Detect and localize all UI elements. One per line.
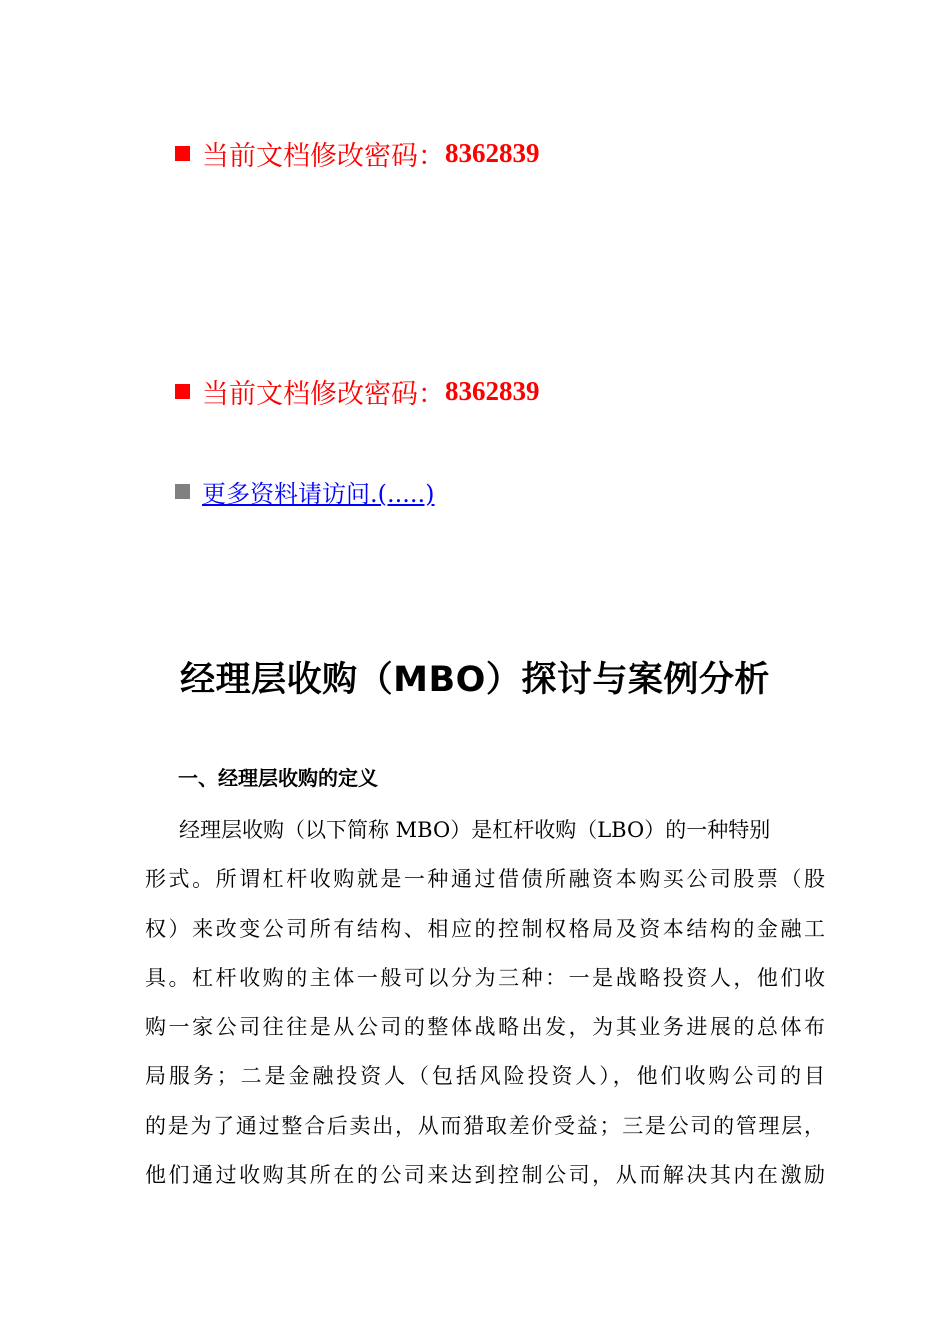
notice-label: 当前文档修改密码： — [202, 379, 445, 410]
red-square-bullet-icon — [175, 384, 190, 399]
notice-label: 当前文档修改密码： — [202, 141, 445, 172]
password-notice-1 — [175, 134, 540, 173]
paragraph-line: 他们通过收购其所在的公司来达到控制公司，从而解决其内在激励 — [145, 1163, 825, 1188]
red-square-bullet-icon — [175, 146, 190, 161]
paragraph-line: 经理层收购（以下简称 MBO）是杠杆收购（LBO）的一种特别 — [179, 818, 771, 842]
paragraph-line: 权）来改变公司所有结构、相应的控制权格局及资本结构的金融工 — [145, 916, 825, 941]
document-title: 经理层收购（MBO）探讨与案例分析 — [180, 660, 770, 700]
password-code: 8362839 — [445, 138, 540, 168]
paragraph-line: 形式。所谓杠杆收购就是一种通过借债所融资本购买公司股票（股 — [145, 867, 825, 892]
password-notice-2 — [175, 372, 540, 411]
more-resources-link[interactable]: 更多资料请访问.(.....) — [202, 480, 435, 508]
paragraph-line: 购一家公司往往是从公司的整体战略出发，为其业务进展的总体布 — [145, 1015, 825, 1040]
gray-square-bullet-icon — [175, 484, 190, 499]
paragraph-line: 具。杠杆收购的主体一般可以分为三种：一是战略投资人，他们收 — [145, 965, 825, 990]
more-resources-item — [175, 474, 435, 509]
password-code: 8362839 — [445, 376, 540, 406]
section-heading: 一、经理层收购的定义 — [178, 766, 378, 790]
paragraph-line: 的是为了通过整合后卖出，从而猎取差价受益；三是公司的管理层， — [145, 1113, 825, 1138]
body-paragraph — [145, 806, 825, 1200]
paragraph-line: 局服务；二是金融投资人（包括风险投资人），他们收购公司的目 — [145, 1064, 825, 1089]
